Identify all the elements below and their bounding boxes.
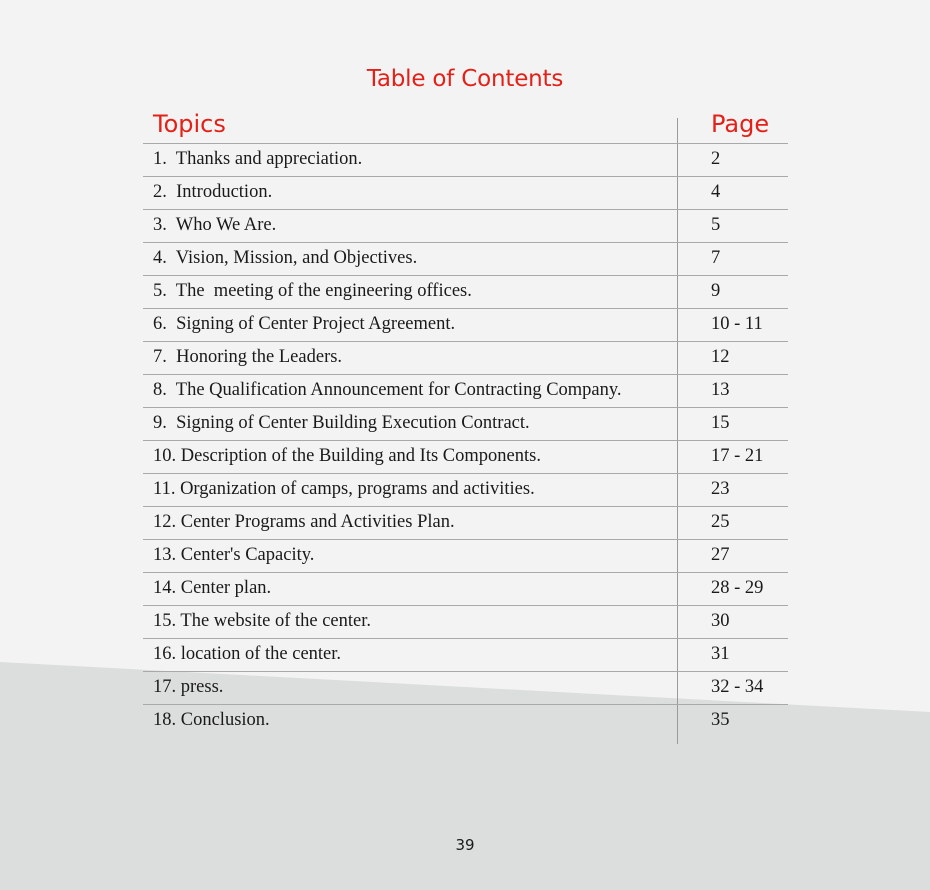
toc-page: 31 — [711, 644, 730, 664]
toc-row[interactable] — [143, 275, 788, 308]
toc-topic: 8. The Qualification Announcement for Contracting Company. — [153, 380, 622, 400]
toc-topic: 13. Center's Capacity. — [153, 545, 315, 565]
toc-row[interactable] — [143, 704, 788, 737]
toc-topic: 18. Conclusion. — [153, 710, 270, 730]
toc-page: 4 — [711, 182, 721, 202]
toc-page: 35 — [711, 710, 730, 730]
topics-column-header: Topics — [153, 110, 226, 138]
toc-row[interactable] — [143, 473, 788, 506]
toc-topic: 7. Honoring the Leaders. — [153, 347, 343, 367]
toc-row[interactable] — [143, 341, 788, 374]
toc-topic: 6. Signing of Center Project Agreement. — [153, 314, 456, 334]
toc-row[interactable] — [143, 209, 788, 242]
toc-topic: 17. press. — [153, 677, 224, 697]
toc-page: 10 - 11 — [711, 314, 763, 334]
toc-page: 25 — [711, 512, 730, 532]
toc-row[interactable] — [143, 374, 788, 407]
toc-topic: 9. Signing of Center Building Execution Contract. — [153, 413, 530, 433]
toc-topic: 11. Organization of camps, programs and activities. — [153, 479, 535, 499]
toc-row[interactable] — [143, 539, 788, 572]
toc-page: 5 — [711, 215, 721, 235]
toc-row[interactable] — [143, 308, 788, 341]
toc-row[interactable] — [143, 506, 788, 539]
toc-page: 30 — [711, 611, 730, 631]
toc-page: 15 — [711, 413, 730, 433]
toc-topic: 14. Center plan. — [153, 578, 272, 598]
toc-topic: 10. Description of the Building and Its Components. — [153, 446, 541, 466]
toc-topic: 1. Thanks and appreciation. — [153, 149, 363, 169]
toc-row[interactable] — [143, 671, 788, 704]
toc-table — [143, 143, 788, 737]
toc-page: 23 — [711, 479, 730, 499]
toc-page: 27 — [711, 545, 730, 565]
toc-page: 17 - 21 — [711, 446, 764, 466]
toc-page: 2 — [711, 149, 721, 169]
page-column-header: Page — [711, 110, 770, 138]
toc-topic: 4. Vision, Mission, and Objectives. — [153, 248, 418, 268]
toc-row[interactable] — [143, 572, 788, 605]
toc-row[interactable] — [143, 605, 788, 638]
toc-topic: 12. Center Programs and Activities Plan. — [153, 512, 455, 532]
toc-page: 7 — [711, 248, 721, 268]
toc-page: 12 — [711, 347, 730, 367]
toc-row[interactable] — [143, 143, 788, 176]
page-number: 39 — [455, 836, 475, 854]
toc-row[interactable] — [143, 638, 788, 671]
toc-page: 13 — [711, 380, 730, 400]
toc-row[interactable] — [143, 176, 788, 209]
toc-topic: 16. location of the center. — [153, 644, 342, 664]
toc-row[interactable] — [143, 242, 788, 275]
toc-topic: 2. Introduction. — [153, 182, 273, 202]
toc-topic: 5. The meeting of the engineering offices. — [153, 281, 472, 301]
page-title: Table of Contents — [366, 66, 564, 92]
toc-page: 28 - 29 — [711, 578, 764, 598]
toc-topic: 3. Who We Are. — [153, 215, 277, 235]
toc-row[interactable] — [143, 440, 788, 473]
toc-topic: 15. The website of the center. — [153, 611, 371, 631]
toc-page: 32 - 34 — [711, 677, 764, 697]
toc-page: 9 — [711, 281, 721, 301]
toc-row[interactable] — [143, 407, 788, 440]
